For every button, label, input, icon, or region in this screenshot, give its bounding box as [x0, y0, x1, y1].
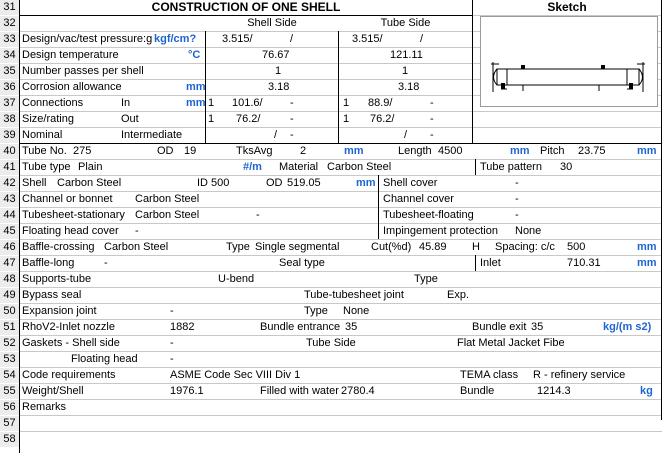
- design-pressure-label: Design/vac/test pressure:g: [22, 33, 153, 45]
- row-separator: [19, 431, 662, 432]
- tube-out-count[interactable]: 1: [343, 113, 350, 125]
- corrosion-unit[interactable]: mm: [186, 81, 206, 93]
- row-number[interactable]: 42: [0, 176, 20, 191]
- bundle-entrance-label: Bundle entrance: [260, 321, 341, 333]
- row-number[interactable]: 39: [0, 128, 20, 143]
- shell-pressure-sep: /: [290, 33, 294, 45]
- row-separator: [19, 303, 662, 304]
- shell-out-count[interactable]: 1: [208, 113, 215, 125]
- supports-type-label: Type: [414, 273, 438, 285]
- row-number[interactable]: 45: [0, 224, 20, 239]
- filled-water-value[interactable]: 2780.4: [341, 385, 375, 397]
- tube-no-label: Tube No.: [22, 145, 67, 157]
- sketch-label: Sketch: [547, 0, 587, 14]
- connections-out-label: Out: [121, 113, 139, 125]
- tube-material-label: Material: [279, 161, 319, 173]
- baffle-long-value[interactable]: -: [104, 257, 108, 269]
- connections-unit[interactable]: mm: [186, 97, 206, 109]
- corrosion-label: Corrosion allowance: [22, 81, 122, 93]
- bundle-weight-label: Bundle: [460, 385, 495, 397]
- heat-exchanger-icon: [481, 17, 657, 106]
- row-separator: [19, 255, 662, 256]
- spacing-unit[interactable]: mm: [637, 241, 657, 253]
- row-number[interactable]: 33: [0, 32, 20, 47]
- baffle-material[interactable]: Carbon Steel: [104, 241, 169, 253]
- row-number[interactable]: 35: [0, 64, 20, 79]
- row-number[interactable]: 48: [0, 272, 20, 287]
- gaskets-shell-label: Gaskets - Shell side: [22, 337, 120, 349]
- row-number[interactable]: 32: [0, 16, 20, 31]
- row-separator: [19, 399, 662, 400]
- row-separator: [19, 415, 662, 416]
- row-number[interactable]: 38: [0, 112, 20, 127]
- gaskets-shell-value[interactable]: -: [170, 337, 174, 349]
- spacing-label: Spacing: c/c: [495, 241, 555, 253]
- channel-label: Channel or bonnet: [22, 193, 113, 205]
- tube-out-size[interactable]: 76.2/: [370, 113, 395, 125]
- tube-type-label: Tube type: [22, 161, 71, 173]
- spacing-value[interactable]: 500: [567, 241, 586, 253]
- tube-in-rating: -: [430, 97, 434, 109]
- row-number[interactable]: 54: [0, 368, 20, 383]
- tube-pattern-value[interactable]: 30: [560, 161, 573, 173]
- channel-value[interactable]: Carbon Steel: [135, 193, 200, 205]
- tema-class-value[interactable]: R - refinery service: [533, 369, 626, 381]
- tube-joint-value[interactable]: Exp.: [447, 289, 470, 301]
- nominal-label: Nominal: [22, 129, 63, 141]
- shell-cover-label: Shell cover: [383, 177, 438, 189]
- row-number[interactable]: 46: [0, 240, 20, 255]
- shell-in-rating: -: [290, 97, 294, 109]
- tube-type-value[interactable]: Plain: [78, 161, 103, 173]
- bundle-entrance-value[interactable]: 35: [345, 321, 358, 333]
- floating-head-cover-label: Floating head cover: [22, 225, 119, 237]
- rhov2-value[interactable]: 1882: [170, 321, 195, 333]
- shell-intermediate-dash: -: [290, 129, 294, 141]
- gaskets-tube-label: Tube Side: [306, 337, 356, 349]
- row-number[interactable]: 53: [0, 352, 20, 367]
- bundle-exit-value[interactable]: 35: [531, 321, 544, 333]
- shell-in-count[interactable]: 1: [208, 97, 215, 109]
- seal-type-label: Seal type: [279, 257, 325, 269]
- tube-type-unit[interactable]: #/m: [243, 161, 262, 173]
- baffle-cut-value[interactable]: 45.89: [419, 241, 447, 253]
- shell-od-unit[interactable]: mm: [356, 177, 376, 189]
- tube-pressure-value[interactable]: 3.515/: [352, 33, 383, 45]
- row-number[interactable]: 34: [0, 48, 20, 63]
- u-bend-label: U-bend: [218, 273, 255, 285]
- tube-od-value[interactable]: 19: [184, 145, 197, 157]
- length-unit[interactable]: mm: [510, 145, 530, 157]
- expansion-joint-value[interactable]: -: [170, 305, 174, 317]
- row-number[interactable]: 37: [0, 96, 20, 111]
- connections-in-label: In: [121, 97, 131, 109]
- row-number[interactable]: 44: [0, 208, 20, 223]
- expansion-type-value[interactable]: None: [343, 305, 370, 317]
- tubesheet-floating-value[interactable]: -: [515, 209, 519, 221]
- baffle-type-value[interactable]: Single segmental: [255, 241, 340, 253]
- supports-tube-label: Supports-tube: [22, 273, 92, 285]
- weight-unit[interactable]: kg: [640, 385, 653, 397]
- tube-joint-label: Tube-tubesheet joint: [304, 289, 404, 301]
- row-number[interactable]: 36: [0, 80, 20, 95]
- channel-cover-value[interactable]: -: [515, 193, 519, 205]
- baffle-crossing-label: Baffle-crossing: [22, 241, 95, 253]
- bundle-exit-label: Bundle exit: [472, 321, 527, 333]
- tube-in-count[interactable]: 1: [343, 97, 350, 109]
- shell-id-label: ID: [197, 177, 208, 189]
- baffle-long-label: Baffle-long: [22, 257, 75, 269]
- row-number[interactable]: 31: [0, 0, 20, 15]
- impingement-value[interactable]: None: [515, 225, 542, 237]
- page-title: CONSTRUCTION OF ONE SHELL: [151, 0, 341, 14]
- row-number[interactable]: 51: [0, 320, 20, 335]
- tks-label: TksAvg: [236, 145, 273, 157]
- tube-pattern-label: Tube pattern: [480, 161, 542, 173]
- row-separator: [19, 319, 662, 320]
- shell-temp-value[interactable]: 76.67: [262, 49, 290, 61]
- pitch-value[interactable]: 23.75: [578, 145, 606, 157]
- impingement-label: Impingement protection: [383, 225, 498, 237]
- shell-side-header: Shell Side: [247, 17, 297, 29]
- inlet-label: Inlet: [480, 257, 501, 269]
- bypass-seal-label: Bypass seal: [22, 289, 82, 301]
- tube-no-value[interactable]: 275: [73, 145, 92, 157]
- tubesheet-stationary-dash: -: [256, 209, 260, 221]
- row-number[interactable]: 50: [0, 304, 20, 319]
- code-requirements-label: Code requirements: [22, 369, 116, 381]
- row-separator: [19, 127, 662, 128]
- shell-od-label: OD: [266, 177, 283, 189]
- pressure-unit[interactable]: kgf/cm?: [154, 33, 197, 45]
- row-separator: [19, 111, 662, 112]
- baffle-cut-label: Cut(%d): [371, 241, 412, 253]
- tube-intermediate-dash: -: [430, 129, 434, 141]
- shell-out-rating: -: [290, 113, 294, 125]
- bundle-weight-value[interactable]: 1214.3: [537, 385, 571, 397]
- shell-cover-value[interactable]: -: [515, 177, 519, 189]
- row-number[interactable]: 41: [0, 160, 20, 175]
- baffle-type-label: Type: [226, 241, 250, 253]
- row-number[interactable]: 56: [0, 400, 20, 415]
- row-separator: [19, 191, 662, 192]
- design-temp-label: Design temperature: [22, 49, 119, 61]
- row-number[interactable]: 49: [0, 288, 20, 303]
- tube-material-value[interactable]: Carbon Steel: [327, 161, 392, 173]
- tube-od-label: OD: [157, 145, 174, 157]
- shell-corrosion-value[interactable]: 3.18: [268, 81, 290, 93]
- baffle-h-label: H: [472, 241, 480, 253]
- inlet-value[interactable]: 710.31: [567, 257, 601, 269]
- pitch-label: Pitch: [540, 145, 565, 157]
- row-number[interactable]: 55: [0, 384, 20, 399]
- intermediate-label: Intermediate: [121, 129, 183, 141]
- shell-material[interactable]: Carbon Steel: [57, 177, 122, 189]
- tube-in-size[interactable]: 88.9/: [368, 97, 393, 109]
- filled-water-label: Filled with water: [260, 385, 339, 397]
- expansion-joint-label: Expansion joint: [22, 305, 97, 317]
- shell-in-size[interactable]: 101.6/: [232, 97, 263, 109]
- pitch-unit[interactable]: mm: [637, 145, 657, 157]
- inlet-unit[interactable]: mm: [637, 257, 657, 269]
- temp-unit[interactable]: °C: [188, 49, 201, 61]
- tube-pressure-sep: /: [420, 33, 424, 45]
- tubesheet-stationary-value[interactable]: Carbon Steel: [135, 209, 200, 221]
- remarks-label: Remarks: [22, 401, 67, 413]
- row-number[interactable]: 47: [0, 256, 20, 271]
- row-number[interactable]: 40: [0, 144, 20, 159]
- shell-pressure-value[interactable]: 3.515/: [222, 33, 253, 45]
- floating-head-label: Floating head: [71, 353, 138, 365]
- shell-out-size[interactable]: 76.2/: [236, 113, 261, 125]
- weight-shell-value[interactable]: 1976.1: [170, 385, 204, 397]
- rhov2-unit[interactable]: kg/(m s2): [603, 321, 652, 333]
- floating-head-value[interactable]: -: [170, 353, 174, 365]
- passes-label: Number passes per shell: [22, 65, 144, 77]
- length-label: Length: [398, 145, 432, 157]
- tubesheet-floating-label: Tubesheet-floating: [383, 209, 474, 221]
- row-number[interactable]: 58: [0, 432, 20, 447]
- shell-id-value[interactable]: 500: [211, 177, 230, 189]
- shell-od-value[interactable]: 519.05: [287, 177, 321, 189]
- channel-cover-label: Channel cover: [383, 193, 454, 205]
- row-number[interactable]: 43: [0, 192, 20, 207]
- exchanger-sketch: [480, 16, 658, 107]
- size-rating-label: Size/rating: [22, 113, 74, 125]
- connections-label: Connections: [22, 97, 84, 109]
- row-number[interactable]: 57: [0, 416, 20, 431]
- gaskets-tube-value[interactable]: Flat Metal Jacket Fibe: [457, 337, 565, 349]
- tube-passes-value[interactable]: 1: [402, 65, 409, 77]
- length-value[interactable]: 4500: [438, 145, 463, 157]
- tks-value[interactable]: 2: [300, 145, 307, 157]
- tks-unit[interactable]: mm: [344, 145, 364, 157]
- tube-side-header: Tube Side: [380, 17, 431, 29]
- row-separator: [19, 271, 662, 272]
- tema-class-label: TEMA class: [460, 369, 519, 381]
- row-number[interactable]: 52: [0, 336, 20, 351]
- tubesheet-stationary-label: Tubesheet-stationary: [22, 209, 125, 221]
- floating-head-cover-value[interactable]: -: [135, 225, 139, 237]
- tube-intermediate-sep: /: [404, 129, 408, 141]
- tube-corrosion-value[interactable]: 3.18: [398, 81, 420, 93]
- rhov2-label: RhoV2-Inlet nozzle: [22, 321, 115, 333]
- expansion-type-label: Type: [304, 305, 328, 317]
- code-requirements-value[interactable]: ASME Code Sec VIII Div 1: [170, 369, 301, 381]
- tube-temp-value[interactable]: 121.11: [390, 49, 423, 61]
- shell-intermediate-sep: /: [274, 129, 278, 141]
- shell-passes-value[interactable]: 1: [275, 65, 282, 77]
- shell-label: Shell: [22, 177, 47, 189]
- weight-shell-label: Weight/Shell: [22, 385, 84, 397]
- tube-out-rating: -: [430, 113, 434, 125]
